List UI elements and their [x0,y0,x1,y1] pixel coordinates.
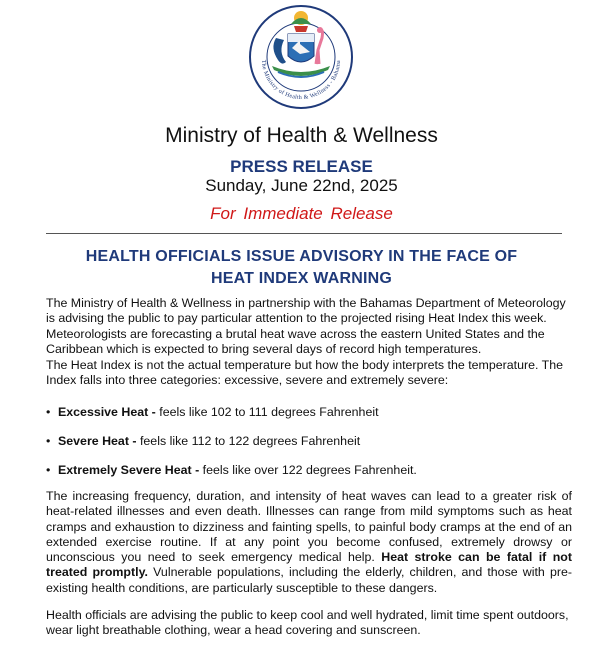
list-item [46,463,566,478]
press-release-label: PRESS RELEASE [230,157,373,176]
bullet-desc: feels like 102 to 111 degrees Fahrenheit [155,405,379,419]
bullet-icon: • [46,405,51,419]
bullet-term: Extremely Severe Heat - [58,463,200,477]
release-date: Sunday, June 22nd, 2025 [205,176,398,195]
paragraph-risks [46,489,572,596]
bullet-term: Excessive Heat - [58,405,156,419]
paragraph-heat-index: The Heat Index is not the actual temperature but how the body interprets the temperature. The Index falls into three categories: excessive, severe and extremely severe: [46,358,564,388]
paragraph-intro: The Ministry of Health & Wellness in partnership with the Bahamas Department of Meteorology is advising the public to pay particular attention to the projected rising Heat Index this week. Meteorologists are forecasting a brutal heat wave across the eastern United States and the Caribbean which is expected to bring several days of record high temperatures. [46,296,566,356]
bullet-term: Severe Heat - [58,434,140,448]
headline-line-1: HEALTH OFFICIALS ISSUE ADVISORY IN THE FACE OF [85,248,518,265]
headline [40,246,563,290]
bullet-desc: feels like over 122 degrees Fahrenheit. [199,463,417,477]
bullet-icon: • [46,434,51,448]
ministry-name: Ministry of Health & Wellness [165,124,438,147]
header-divider [46,233,562,234]
bullet-desc: feels like 112 to 122 degrees Fahrenheit [139,434,361,448]
immediate-release-note: For Immediate Release [210,204,393,223]
coat-of-arms-seal-icon [248,4,354,110]
headline-line-2: HEAT INDEX WARNING [210,270,393,287]
list-item [46,434,566,449]
svg-text:The Ministry of Health & Welln: The Ministry of Health & Wellness - Bahama [259,59,343,102]
paragraph-advice: Health officials are advising the public to keep cool and well hydrated, limit time spent outdoors, wear light breathable clothing, wear a head covering and sunscreen. [46,608,569,638]
heat-stroke-warning: Heat stroke can be fatal if not treated promptly. [46,550,573,580]
bullet-icon: • [46,463,51,477]
list-item [46,405,566,420]
risks-text: The increasing frequency, duration, and intensity of heat waves can lead to a greater risk of heat-related illnesses and even death. Illnesses can range from mild symptoms such as heat cramps and exhaustion to dizziness and fainting spells, to painful body cramps at the end of an extended exercise routine. If at any point you become confused, extremely drowsy or unconscious you need to seek emergency medical help. [46,489,572,565]
vulnerable-text: Vulnerable populations, including the elderly, children, and those with pre-existing health conditions, are particularly susceptible to these dangers. [46,565,572,595]
